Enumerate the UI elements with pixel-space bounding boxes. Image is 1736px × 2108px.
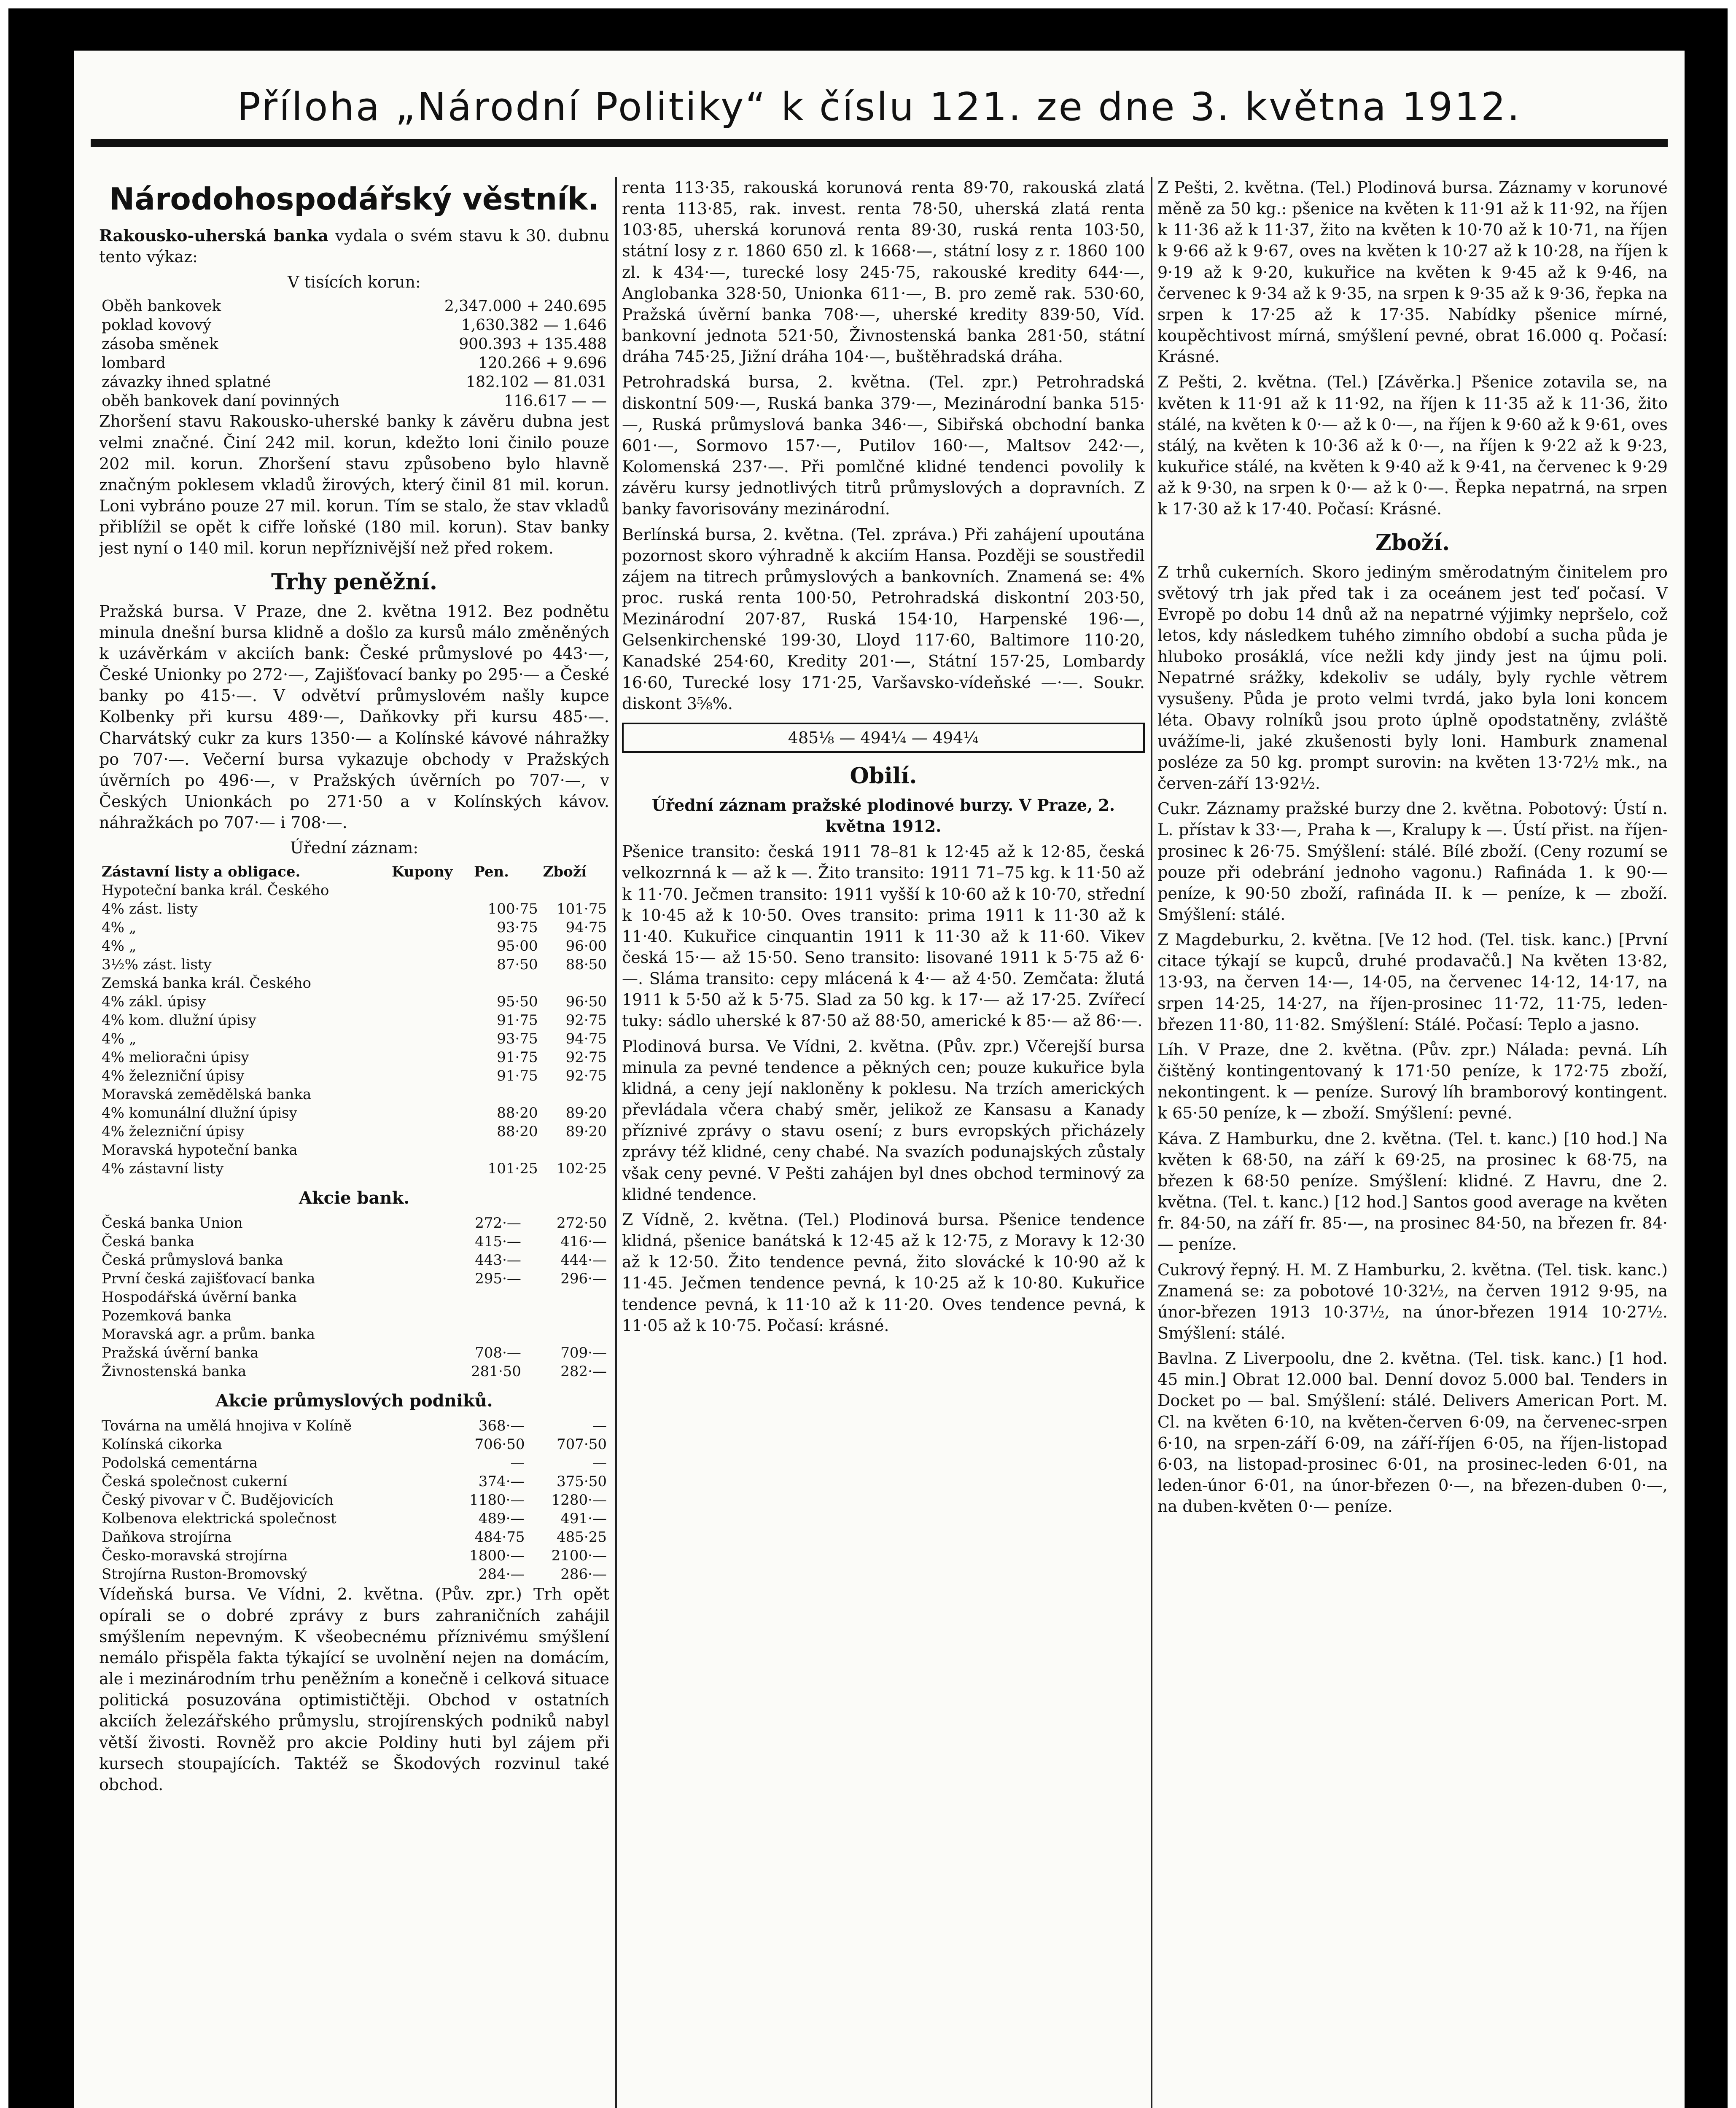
bond-row [99,974,609,992]
shares-heading: Akcie bank. [299,1188,410,1208]
bank-row [99,354,609,373]
bond-row-cell: 94·75 [565,1030,607,1048]
share-row-cell: 272·50 [557,1215,607,1232]
industry-row [99,1528,609,1546]
vienna-bourse-text: renta 113·35, rakouská korunová renta 89·70, rakouská zlatá renta 113·85, rak. invest. renta 78·50, uherská zlatá renta 103·85, uherská korunová renta 89·30, ruská renta 103·50, státní losy z r. 1860 650 zl. k 1668·—, státní losy z r. 1860 100 zl. k 434·—, turecké losy 245·75, rakouské kredity 644·—, Anglobanka 328·50, Unionka 611·—, B. pro země rak. 530·60, Pražská úvěrní banka 708·—, uherské kredity 839·50, Víd. bankovní jednota 521·50, Živnostenská banka 281·50, státní dráha 745·25, Jižní dráha 104·—, buštěhradská dráha. [622,178,1145,366]
share-row-cell: 416·— [560,1233,607,1250]
share-row-cell: První česká zajišťovací banka [102,1270,315,1288]
bank-row [99,297,609,316]
bond-row-cell [471,881,540,900]
share-row [99,1214,609,1232]
bank-report [99,225,609,267]
share-row [99,1362,609,1381]
industry-row [99,1417,609,1435]
industry-row-cell: 484·75 [474,1529,525,1546]
industry-row-cell: 284·— [478,1566,525,1583]
industry-row [99,1435,609,1454]
bond-row [99,1085,609,1104]
share-row-cell [438,1288,524,1307]
cukr-text: Cukr. Záznamy pražské burzy dne 2. května. Pobotový: Ústí n. L. přístav k 33·—, Praha k —, Kralupy k —. Ústí přist. na říjen-prosinec k 26·75. Smýšlení: stálé. Bílé zboží. (Ceny rozumí se pouze při odebrání jednoho vagonu.) Rafináda 1. k 90·— peníze, k 90·50 zboží, rafináda II. k — peníze, k — zboží. Smýšlení: stálé. [1157,799,1668,924]
share-row-cell [438,1307,524,1325]
bank-row-cell: 900.393 + 135.488 [459,336,607,353]
share-row-cell: 709·— [560,1344,607,1362]
bond-row-cell: 94·75 [565,919,607,936]
unit-label: V tisících korun: [288,273,421,292]
share-row-cell: 415·— [475,1233,521,1250]
bond-row [99,1104,609,1122]
column-divider [1151,177,1152,2108]
share-row [99,1251,609,1269]
prague-text: Pražská bursa. V Praze, dne 2. května 1912. Bez podnětu minula dnešní bursa klidně a došlo za kursů málo změněných k uzávěrkám v akciích bank: České průmyslové po 443·—, České Unionky po 272·—, Zajišťovací banky po 295·— a České banky po 415·—. V odvětví průmyslovém našly kupce Kolbenky při kursu 489·—, Daňkovky při kursu 485·—. Charvátský cukr za kurs 1350·— a Kolínské kávové náhražky po 707·—. Večerní bursa vykazuje obchody v Pražských úvěrních po 496·—, v Pražských úvěrních po 707·—, v Českých Unionkách po 271·50 a v Kolínských kávov. náhražkách po 707·— i 708·—. [99,602,609,832]
grain-text: Pšenice transito: česká 1911 78–81 k 12·45 až k 12·85, česká velkozrnná k — až k —. Žito transito: 1911 71–75 kg. k 11·50 až k 11·70. Ječmen transito: 1911 vyšší k 10·60 až k 10·70, střední k 10·45 až k 10·50. Oves transito: prima 1911 k 11·30 až k 11·40. Kukuřice cinquantin 1911 k 11·30 až k 11·60. Vikev česká 15·— až 15·50. Seno transito: lisované 1911 k 5·75 až 6·—. Sláma transito: cepy mlácená k 4·— až 4·50. Zemčata: žlutá 1911 k 5·50 až k 5·75. Slad za 50 kg. k 17·— až 17·25. Zvířecí tuky: sádlo uherské k 87·50 až 88·50, americké k 85·— až 86·—. [622,842,1145,1030]
industry-row-cell: Podolská cementárna [102,1455,258,1472]
share-row-cell: Česká banka Union [102,1215,243,1232]
share-row-cell: 708·— [475,1344,521,1362]
goods-heading: Zboží. [1375,530,1450,556]
bond-row-cell [389,900,471,918]
money-heading: Trhy peněžní. [271,569,437,595]
industry-row-cell: — [592,1417,607,1435]
bond-row-cell: 4% kom. dlužní úpisy [102,1012,256,1029]
bank-intro: vydala o svém stavu k 30. dubnu tento výkaz: [99,226,609,266]
bond-row-cell [389,974,471,992]
column-2 [622,177,1145,2108]
bond-row-cell [389,1085,471,1104]
share-row-cell: Pozemková banka [102,1307,232,1325]
bank-row-cell: Oběh bankovek [102,298,221,315]
share-row-cell: 281·50 [471,1363,521,1380]
share-row-cell: Česká průmyslová banka [102,1252,283,1269]
industry-row-cell: 489·— [478,1510,525,1527]
bond-row [99,1122,609,1141]
bond-row-cell [389,937,471,955]
produce-text: Plodinová bursa. Ve Vídni, 2. května. (Pův. zpr.) Včerejší bursa minula za pevné tendence a pěkných cen; pouze kukuřice byla klidná, a ceny její nakloněny k poklesu. Na trzích amerických převládala včera chabý směr, jelikož ze Kansasu a Kanady příznivé zprávy o stavu osení; z burs evropských přicházely zprávy též klidné, ceny chabé. Na svazích podunajských zůstaly však ceny pevné. V Pešti zahájen byl dnes obchod terminový za klidné tendence. [622,1037,1145,1204]
bond-row-cell: Zemská banka král. Českého [102,975,312,992]
industry-heading: Akcie průmyslových podniků. [215,1391,493,1411]
industry-row-cell: Český pivovar v Č. Budějovicích [102,1492,334,1509]
berlin-text: Berlínská bursa, 2. května. (Tel. zpráva.) Při zahájení upoutána pozornost skoro výhradně k akciím Hansa. Později se soustředil zájem na titrech průmyslových a bankovních. Znamená se: 4% proc. ruská renta 100·50, Petrohradská diskontní 203·50, Mezinárodní 207·87, Ruská 154·10, Harpenské 196·—, Gelsenkirchenské 199·30, Lloyd 117·60, Baltimore 110·20, Kanadské 254·60, Kredity 201·—, Státní 157·25, Lombardy 16·60, Turecké losy 171·25, Varšavsko-vídeňské —·—. Soukr. diskont 3⅝%. [622,525,1145,713]
bond-row-cell: 88·20 [497,1105,538,1122]
table-header: Zástavní listy a obligace. [102,863,301,881]
bond-row-cell [389,1159,471,1178]
bond-row-cell [541,881,609,900]
bond-row-cell [541,1085,609,1104]
bond-row-cell: 91·75 [497,1049,538,1066]
industry-row-cell: 2100·— [551,1547,607,1565]
industry-row-cell: 707·50 [557,1436,607,1453]
bond-row-cell: 88·50 [565,956,607,973]
share-row-cell: Česká banka [102,1233,195,1250]
bond-row-cell: 4% zákl. úpisy [102,993,206,1011]
bank-row-cell: 1,630.382 — 1.646 [461,317,607,334]
bond-row-cell: 101·75 [557,901,607,918]
bond-row-cell: 4% „ [102,1030,137,1048]
bank-row-cell: poklad kovový [102,317,212,334]
share-row-cell: 272·— [475,1215,521,1232]
bond-row-cell: 102·25 [557,1160,607,1178]
share-row-cell: Pražská úvěrní banka [102,1344,259,1362]
bank-row-cell: zásoba směnek [102,336,218,353]
table-header: Kupony [391,863,453,881]
share-row-cell: 444·— [560,1252,607,1269]
bond-row-cell [471,1085,540,1104]
spirit-text: Líh. V Praze, dne 2. května. (Pův. zpr.) Nálada: pevná. Líh čištěný kontingentovaný k 171·50 peníze, k 172·75 zboží, nekontingent. k — peníze. Surový líh bramborový kontingent. k 65·50 peníze, k — zboží. Smýšlení: pevné. [1157,1040,1668,1123]
bond-row-cell [389,1011,471,1030]
bond-row-cell [389,881,471,900]
bond-row-cell: 87·50 [497,956,538,973]
section-title: Národohospodářský věstník. [109,181,599,217]
industry-row-cell: 1800·— [469,1547,525,1565]
bond-row-cell [389,918,471,937]
bond-row [99,1048,609,1067]
bond-row [99,1030,609,1048]
industry-row-cell: Kolbenova elektrická společnost [102,1510,336,1527]
share-row-cell: 295·— [475,1270,521,1288]
industry-row-cell: 706·50 [474,1436,525,1453]
share-row-cell [524,1307,609,1325]
share-row-cell [524,1325,609,1344]
header-rule [91,139,1668,147]
industry-row [99,1509,609,1528]
bank-row-cell: 2,347.000 + 240.695 [444,298,607,315]
share-row-cell: 282·— [560,1363,607,1380]
share-row [99,1325,609,1344]
industry-row [99,1491,609,1509]
bond-row [99,1067,609,1085]
industry-row-cell: 491·— [560,1510,607,1527]
bank-heading: Rakousko-uherská banka [99,226,328,245]
bond-row-cell [389,1067,471,1085]
bond-row-cell: 93·75 [497,1030,538,1048]
industry-row [99,1454,609,1472]
share-row [99,1344,609,1362]
industry-row-cell: 1180·— [469,1492,525,1509]
magdeburg-text: Z Magdeburku, 2. května. [Ve 12 hod. (Tel. tisk. kanc.) [První citace týkají se kupců, druhé prodavačů.] Na květen 13·82, 13·93, na červen 14·—, 14·05, na červenec 14·12, 14·17, na srpen 14·25, 14·27, na říjen-prosinec 11·72, 11·75, leden-březen 11·80, 11·82. Smýšlení: Stálé. Počasí: Teplo a jasno. [1157,930,1668,1034]
bond-row-cell [541,974,609,992]
quote-box: 485⅛ — 494¼ — 494¼ [622,723,1145,753]
industry-row-cell: 368·— [478,1417,525,1435]
bond-row [99,900,609,918]
coffee-text: Káva. Z Hamburku, dne 2. května. (Tel. t. kanc.) [10 hod.] Na květen k 68·50, na září k 69·25, na prosinec k 68·75, na březen k 68·50 peníze. Smýšlení: klidné. Z Havru, dne 2. května. (Tel. t. kanc.) [12 hod.] Santos good average na květen fr. 84·50, na září fr. 85·—, na prosinec 84·50, na březen fr. 84·— peníze. [1157,1129,1668,1254]
industry-row-cell: 485·25 [557,1529,607,1546]
shares-table [99,1214,609,1381]
official-label: Úřední záznam: [290,839,419,858]
bond-row-cell [389,955,471,974]
bonds-table [99,863,609,1178]
bond-row-cell: 91·75 [497,1067,538,1085]
bond-row-cell [541,1141,609,1159]
industry-row [99,1565,609,1584]
share-row [99,1307,609,1325]
bank-row-cell: 182.102 — 81.031 [466,374,607,391]
bond-row-cell [389,992,471,1011]
industry-row-cell: 375·50 [557,1473,607,1490]
bond-row-cell: 95·00 [497,938,538,955]
table-header: Zboží [543,863,587,881]
sugar-text: Z trhů cukerních. Skoro jediným směrodatným činitelem pro světový trh jak před tak i za oceánem jest teď počasí. V Evropě po dobu 14 dnů až na nepatrné výjimky nepršelo, což letos, kdy následkem tuhého zimního období a sucha půda je hluboko prosáklá, více nežli kdy jindy jest na újmu poli. Nepatrné srážky, kdekoliv se udály, byly rychle větrem vysušeny. Půda je proto velmi tvrdá, jako byla loni koncem léta. Obavy rolníků jsou proto úplně opodstatněny, zvláště uvážíme-li, jaké zkušenosti byly loni. Hamburk znamenal posléze za 50 kg. prompt surovin: na květen 13·72½ mk., na červen-září 13·92½. [1157,562,1668,793]
bond-row [99,1159,609,1178]
bond-row-cell [471,974,540,992]
vienna-text: Vídeňská bursa. Ve Vídni, 2. května. (Pův. zpr.) Trh opět opírali se o dobré zprávy z burs zahraničních zahájil smýšlením nepevným. K všeobecnému příznivému smýšlení nemálo přispěla fakta týkající se uvolnění nejen na domácím, ale i mezinárodním trhu peněžním a konečně i celková situace politická posuzována optimističtěji. Obchod v ostatních akciích železářského průmyslu, strojírenských podniků nabyl větší živosti. Rovněž pro akcie Poldiny huti byl zájem při kursech stoupajících. Taktéž se Škodových rozvinul také obchod. [99,1585,609,1794]
bank-text: Zhoršení stavu Rakousko-uherské banky k závěru dubna jest velmi značné. Činí 242 mil. korun, kdežto loni činilo pouze 202 mil. korun. Zhoršení stavu způsobeno bylo hlavně značným poklesem vkladů žirových, který činil 81 mil. korun. Loni vybráno pouze 27 mil. korun. Tím se stalo, že stav vkladů přiblížil se opět k cifře loňské (180 mil. korun). Stav banky jest nyní o 140 mil. korun nepříznivější než před rokem. [99,412,609,558]
column-1 [99,177,609,2108]
sugar2-text: Cukrový řepný. H. M. Z Hamburku, 2. května. (Tel. tisk. kanc.) Znamená se: za pobotové 10·32½, na červen 1912 9·95, na únor-březen 1913 10·37½, na únor-březen 1914 10·27½. Smýšlení: stálé. [1157,1260,1668,1342]
bond-row-cell: Moravská hypoteční banka [102,1142,298,1159]
industry-row-cell: 286·— [560,1566,607,1583]
bond-row-cell: 91·75 [497,1012,538,1029]
bank-table [99,297,609,411]
bond-row-cell [389,1048,471,1067]
bond-row-cell: 4% komunální dlužní úpisy [102,1105,297,1122]
share-row-cell: 296·— [560,1270,607,1288]
bond-row-cell: 4% „ [102,938,137,955]
pest-text: Z Pešti, 2. května. (Tel.) Plodinová bursa. Záznamy v korunové měně za 50 kg.: pšenice na květen k 11·91 až k 11·92, na říjen k 11·36 až k 11·37, žito na květen k 10·70 až k 10·71, na říjen k 9·66 až k 9·67, oves na květen k 10·27 až k 10·28, na říjen k 9·19 až k 9·20, kukuřice na květen k 9·45 až k 9·46, na červenec k 9·34 až k 9·35, na srpen k 9·35 až k 9·36, řepka na srpen k 17·25 až k 17·35. Nabídky pšenice mírné, koupěchtivost mírná, smýšlení pevné, obrat 16.000 q. Počasí: Krásné. [1157,178,1668,366]
industry-row-cell: — [592,1455,607,1472]
share-row-cell [438,1325,524,1344]
bond-row-cell: 88·20 [497,1123,538,1140]
bond-row [99,955,609,974]
bond-row-cell: 4% „ [102,919,137,936]
share-row-cell [524,1288,609,1307]
bond-row [99,1141,609,1159]
share-row-cell: 443·— [475,1252,521,1269]
industry-row-cell: Česká společnost cukerní [102,1473,287,1490]
bond-row-cell: 3½% zást. listy [102,956,212,973]
bond-row-cell: 93·75 [497,919,538,936]
bond-row-cell: 101·25 [487,1160,538,1178]
page-header: Příloha „Národní Politiky“ k číslu 121. ze dne 3. května 1912. [237,84,1521,129]
bond-row-cell: 89·20 [565,1105,607,1122]
share-row [99,1269,609,1288]
petrograd-text: Petrohradská bursa, 2. května. (Tel. zpr.) Petrohradská diskontní 509·—, Ruská banka 379·—, Mezinárodní banka 515·—, Ruská průmyslová banka 346·—, Sibiřská obchodní banka 601·—, Sormovo 157·—, Putilov 160·—, Maltsov 242·—, Kolomenská 237·—. Při pomlčné klidné tendenci povolily k závěru kursy jednotlivých titrů průmyslových a dopravních. Z banky favorisovány mezinárodní. [622,373,1145,519]
bond-row-cell: 96·50 [565,993,607,1011]
bond-row-cell [389,1030,471,1048]
bond-row [99,937,609,955]
bank-row [99,335,609,354]
industry-row-cell: Strojírna Ruston-Bromovský [102,1566,307,1583]
industry-row-cell: 374·— [478,1473,525,1490]
share-row [99,1232,609,1251]
bond-row-cell [389,1104,471,1122]
share-row-cell: Hospodářská úvěrní banka [102,1289,297,1306]
bond-row-cell: Hypoteční banka král. Českého [102,882,329,899]
bond-row [99,1011,609,1030]
bond-row-cell: 4% melioračni úpisy [102,1049,249,1066]
bank-row [99,392,609,411]
industry-row-cell: — [510,1455,525,1472]
grain-heading: Obilí. [850,763,917,789]
bond-row-cell: Moravská zemědělská banka [102,1086,312,1103]
bond-row-cell [471,1141,540,1159]
bond-row-cell: 4% železniční úpisy [102,1067,245,1085]
industry-row-cell: Továrna na umělá hnojiva v Kolíně [102,1417,352,1435]
bank-row [99,373,609,392]
bond-row-cell: 100·75 [487,901,538,918]
bond-row-cell: 92·75 [565,1012,607,1029]
industry-row-cell: Česko-moravská strojírna [102,1547,288,1565]
industry-row-cell: 1280·— [551,1492,607,1509]
industry-row [99,1472,609,1491]
grain-subheading: Úřední záznam pražské plodinové burzy. V Praze, 2. května 1912. [651,795,1115,836]
industry-row [99,1546,609,1565]
bank-row [99,316,609,335]
bond-row-cell: 4% zást. listy [102,901,198,918]
column-divider [615,177,617,2108]
bond-row-cell [389,1141,471,1159]
bond-row-cell: 92·75 [565,1067,607,1085]
newspaper-page [74,51,1685,2108]
bond-row [99,992,609,1011]
bond-row [99,918,609,937]
bond-row [99,881,609,900]
cotton-text: Bavlna. Z Liverpoolu, dne 2. května. (Tel. tisk. kanc.) [1 hod. 45 min.] Obrat 12.000 bal. Denní dovoz 5.000 bal. Tenders in Docket po — bal. Smýšlení: stálé. Delivers American Port. M. Cl. na květen 6·10, na květen-červen 6·09, na červenec-srpen 6·10, na srpen-září 6·09, na září-říjen 6·05, na říjen-listopad 6·03, na listopad-prosinec 6·01, na prosinec-leden 6·01, na leden-únor 6·01, na únor-březen 0·—, na březen-duben 0·—, na duben-květen 0·— peníze. [1157,1349,1668,1516]
bond-row-cell: 96·00 [565,938,607,955]
vienna-produce-text: Z Vídně, 2. května. (Tel.) Plodinová bursa. Pšenice tendence klidná, pšenice banátská k 12·45 až k 12·75, z Moravy k 12·30 až k 12·50. Žito tendence pevná, žito slovácké k 10·90 až k 11·45. Ječmen tendence pevná, k 10·25 až k 10·80. Kukuřice tendence pevná, k 11·10 až k 11·20. Oves tendence pevná, k 11·05 až k 10·75. Počasí: krásné. [622,1210,1145,1335]
bank-row-cell: oběh bankovek daní povinných [102,393,340,410]
share-row-cell: Živnostenská banka [102,1363,247,1380]
bank-row-cell: lombard [102,355,166,372]
pest-close-text: Z Pešti, 2. května. (Tel.) [Závěrka.] Pšenice zotavila se, na květen k 11·91 až k 11·92, na říjen k 11·35 až k 11·36, žito stálé, na květen k 0·— až k 0·—, na říjen k 9·60 až k 9·61, oves stálý, na květen k 10·36 až k 0·—, na říjen k 9·22 až k 9·23, kukuřice stálé, na květen k 9·40 až k 9·41, na červenec k 9·29 až k 9·30, na srpen k 0·— až k 0·—. Řepka nepatrná, na srpen k 17·30 až k 17·40. Počasí: Krásné. [1157,373,1668,519]
bond-row-cell: 89·20 [565,1123,607,1140]
bank-row-cell: 116.617 — — [504,393,607,410]
bond-row-cell: 95·50 [497,993,538,1011]
bank-row-cell: závazky ihned splatné [102,374,271,391]
bank-row-cell: 120.266 + 9.696 [478,355,607,372]
table-header: Pen. [474,863,509,881]
industry-row-cell: Kolínská cikorka [102,1436,222,1453]
bond-row-cell [389,1122,471,1141]
share-row-cell: Moravská agr. a prům. banka [102,1326,315,1343]
bond-row-cell: 4% zástavní listy [102,1160,224,1178]
share-row [99,1288,609,1307]
bond-row-cell: 92·75 [565,1049,607,1066]
column-3 [1157,177,1668,2108]
industry-row-cell: Daňkova strojírna [102,1529,232,1546]
bond-row-cell: 4% železniční úpisy [102,1123,245,1140]
industry-table [99,1417,609,1584]
